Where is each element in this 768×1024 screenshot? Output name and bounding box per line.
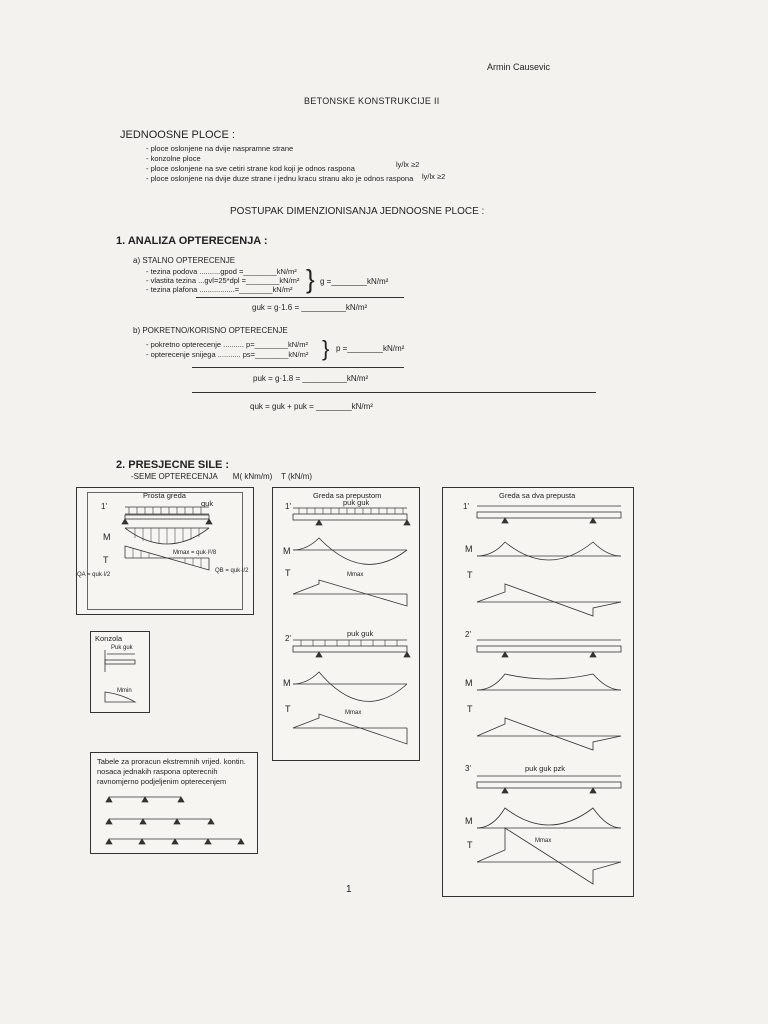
shear-label: T — [103, 555, 109, 565]
p-sum: p =________kN/m² — [336, 344, 405, 353]
permanent-load-rows — [146, 267, 299, 294]
permanent-load-title: a) STALNO OPTERECENJE — [133, 256, 236, 265]
ratio-label: ly/lx ≥2 — [422, 172, 446, 181]
panel-title: Greda sa prepustom — [313, 491, 382, 500]
intro-item: - ploce oslonjene na dvije duze strane i jednu kracu stranu ako je odnos raspona — [146, 174, 414, 183]
simple-beam-panel — [76, 487, 254, 615]
mmax-label: Mmax — [347, 572, 364, 578]
live-load-title: b) POKRETNO/KORISNO OPTERECENJE — [133, 326, 288, 335]
load-label: puk guk pzk — [525, 764, 566, 773]
intro-item: - ploce oslonjene na sve cetiri strane kod koji je odnos raspona — [146, 164, 355, 173]
live-load-rows — [146, 340, 308, 360]
load-label: puk guk — [343, 498, 370, 507]
overhang-beam-panel — [272, 487, 420, 761]
moment-label: M — [103, 532, 111, 542]
moment-label: M — [283, 678, 291, 688]
load-label: quk — [201, 499, 214, 508]
intro-item: - konzolne ploce — [146, 154, 201, 163]
case-label: 3' — [465, 764, 471, 773]
overhang-beam-diagram — [273, 488, 419, 760]
g-sum: g =________kN/m² — [320, 277, 389, 286]
cantilever-panel — [90, 631, 150, 713]
shear-label: T — [467, 840, 473, 850]
puk-formula: puk = g·1.8 = __________kN/m² — [253, 374, 369, 383]
moment-label: M — [465, 816, 473, 826]
panel-title: Prosta greda — [143, 491, 186, 500]
moment-label: M — [465, 544, 473, 554]
case-label: 1' — [101, 502, 107, 511]
load-label: puk guk — [347, 629, 374, 638]
guk-formula: guk = g·1.6 = __________kN/m² — [252, 303, 368, 312]
continuous-beam-diagram — [91, 753, 257, 853]
load-row: - vlastita tezina ...gvl=25*dpl =________kN/m² — [146, 276, 300, 285]
shear-label: T — [467, 570, 473, 580]
section2-heading: 2. PRESJECNE SILE : — [116, 459, 230, 471]
page-title: BETONSKE KONSTRUKCIJE II — [304, 96, 440, 106]
section2-subheading: -SEME OPTERECENJA M( kNm/m) T (kN/m) — [131, 472, 313, 481]
load-label: Puk guk — [111, 645, 133, 651]
shear-label: T — [285, 568, 291, 578]
tables-panel — [90, 752, 258, 854]
ratio-label: ly/lx ≥2 — [396, 160, 420, 169]
panel-title: Konzola — [95, 634, 123, 643]
intro-list — [146, 144, 413, 184]
section1-heading: 1. ANALIZA OPTERECENJA : — [116, 235, 268, 247]
mmax-label: Mmax — [345, 710, 362, 716]
moment-label: M — [465, 678, 473, 688]
shear-label: T — [285, 704, 291, 714]
load-row: - opterecenje snijega ........... ps=________kN/m² — [146, 350, 309, 359]
double-overhang-beam-diagram — [443, 488, 633, 896]
case-label: 2' — [285, 634, 291, 643]
mmax-label: Mmax = quk·l²/8 — [173, 550, 217, 556]
divider — [196, 297, 404, 298]
quk-formula: quk = guk + puk = ________kN/m² — [250, 402, 373, 411]
mmin-label: Mmin — [117, 688, 132, 694]
intro-heading: JEDNOOSNE PLOCE : — [120, 129, 235, 141]
shear-label: T — [467, 704, 473, 714]
qa-label: QA = quk·l/2 — [77, 572, 111, 578]
load-row: - tezina plafona .................=________kN/m² — [146, 285, 293, 294]
simple-beam-diagram — [77, 488, 253, 614]
case-label: 1' — [463, 502, 469, 511]
case-label: 1' — [285, 502, 291, 511]
panel-title: Greda sa dva prepusta — [499, 491, 576, 500]
divider — [192, 367, 404, 368]
procedure-title: POSTUPAK DIMENZIONISANJA JEDNOOSNE PLOCE : — [230, 206, 485, 217]
brace-icon: } — [322, 336, 330, 361]
tables-description: Tabele za proracun ekstremnih vrijed. kontin. nosaca jednakih raspona opterecnih ravnomjerno podjeljenim opterecenjem — [97, 757, 246, 786]
case-label: 2' — [465, 630, 471, 639]
brace-icon: } — [306, 264, 315, 294]
intro-item: - ploce oslonjene na dvije naspramne strane — [146, 144, 294, 153]
moment-label: M — [283, 546, 291, 556]
double-overhang-beam-panel — [442, 487, 634, 897]
load-row: - tezina podova ..........gpod =________kN/m² — [146, 267, 297, 276]
divider — [192, 392, 596, 393]
cantilever-diagram — [91, 632, 149, 712]
load-row: - pokretno opterecenje .......... p=________kN/m² — [146, 340, 308, 349]
page-number: 1 — [346, 884, 352, 895]
author-name: Armin Causevic — [487, 62, 551, 72]
qb-label: QB = quk·l/2 — [215, 568, 249, 574]
mmax-label: Mmax — [535, 838, 552, 844]
